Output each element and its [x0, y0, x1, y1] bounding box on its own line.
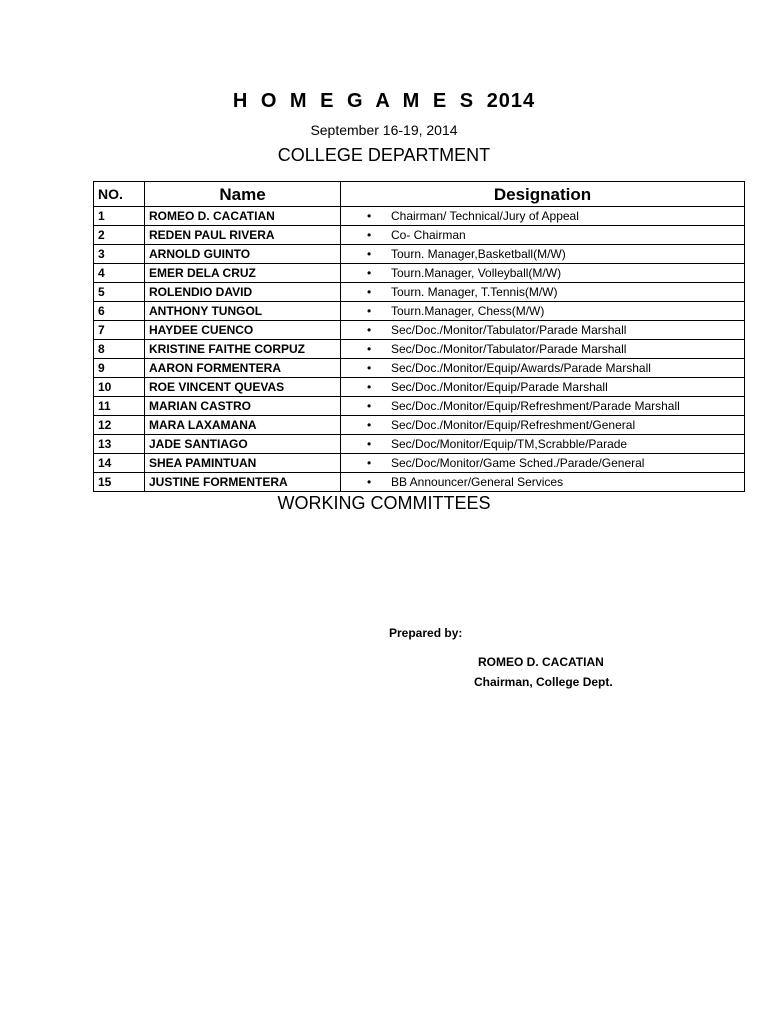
- designation-cell: [341, 378, 745, 397]
- row-number: 15: [94, 473, 145, 492]
- table-row: [94, 226, 745, 245]
- table-row: [94, 264, 745, 283]
- designation-cell: [341, 435, 745, 454]
- designation-text: Sec/Doc/Monitor/Equip/TM,Scrabble/Parade: [391, 436, 628, 451]
- bullet-icon: •: [367, 436, 372, 451]
- table-row: [94, 473, 745, 492]
- bullet-icon: •: [367, 284, 372, 299]
- designation-cell: [341, 340, 745, 359]
- document-title: [0, 90, 768, 113]
- event-dates: September 16-19, 2014: [310, 122, 458, 138]
- designation-cell: [341, 207, 745, 226]
- prepared-by-label: Prepared by:: [389, 626, 463, 640]
- table-row: [94, 435, 745, 454]
- column-header-name: Name: [145, 182, 341, 207]
- bullet-icon: •: [367, 398, 372, 413]
- designation-cell: [341, 264, 745, 283]
- title-text: H O M E G A M E S: [232, 90, 478, 112]
- designation-cell: [341, 226, 745, 245]
- table-row: [94, 378, 745, 397]
- row-number: 13: [94, 435, 145, 454]
- table-row: [94, 207, 745, 226]
- table-row: [94, 302, 745, 321]
- designation-text: Tourn.Manager, Volleyball(M/W): [391, 265, 562, 280]
- member-name: KRISTINE FAITHE CORPUZ: [145, 340, 341, 359]
- designation-cell: [341, 359, 745, 378]
- row-number: 11: [94, 397, 145, 416]
- bullet-icon: •: [367, 341, 372, 356]
- bullet-icon: •: [367, 303, 372, 318]
- table-row: [94, 283, 745, 302]
- bullet-icon: •: [367, 322, 372, 337]
- designation-text: Sec/Doc./Monitor/Tabulator/Parade Marshall: [391, 322, 627, 337]
- designation-text: Chairman/ Technical/Jury of Appeal: [391, 208, 579, 223]
- table-row: [94, 454, 745, 473]
- department-heading: COLLEGE DEPARTMENT: [277, 145, 491, 165]
- row-number: 3: [94, 245, 145, 264]
- bullet-icon: •: [367, 246, 372, 261]
- designation-text: Sec/Doc./Monitor/Equip/Awards/Parade Marshall: [391, 360, 651, 375]
- table-row: [94, 416, 745, 435]
- member-name: ROLENDIO DAVID: [145, 283, 341, 302]
- member-name: ANTHONY TUNGOL: [145, 302, 341, 321]
- member-name: JUSTINE FORMENTERA: [145, 473, 341, 492]
- designation-cell: [341, 416, 745, 435]
- member-name: REDEN PAUL RIVERA: [145, 226, 341, 245]
- designation-text: Sec/Doc./Monitor/Equip/Refreshment/Parade Marshall: [391, 398, 680, 413]
- signatory-title: Chairman, College Dept.: [474, 675, 613, 689]
- title-year: 2014: [486, 90, 536, 112]
- row-number: 6: [94, 302, 145, 321]
- designation-text: Co- Chairman: [391, 227, 466, 242]
- table-row: [94, 397, 745, 416]
- committee-table: [93, 181, 745, 492]
- designation-text: Sec/Doc/Monitor/Game Sched./Parade/General: [391, 455, 645, 470]
- row-number: 1: [94, 207, 145, 226]
- member-name: JADE SANTIAGO: [145, 435, 341, 454]
- row-number: 7: [94, 321, 145, 340]
- table-row: [94, 340, 745, 359]
- column-header-designation: Designation: [341, 182, 745, 207]
- table-body: [94, 207, 745, 492]
- designation-text: Sec/Doc./Monitor/Equip/Parade Marshall: [391, 379, 608, 394]
- bullet-icon: •: [367, 360, 372, 375]
- member-name: ROE VINCENT QUEVAS: [145, 378, 341, 397]
- bullet-icon: •: [367, 474, 372, 489]
- designation-text: BB Announcer/General Services: [391, 474, 564, 489]
- bullet-icon: •: [367, 455, 372, 470]
- row-number: 8: [94, 340, 145, 359]
- row-number: 14: [94, 454, 145, 473]
- column-header-no: NO.: [94, 182, 145, 207]
- designation-text: Tourn. Manager, T.Tennis(M/W): [391, 284, 558, 299]
- designation-text: Sec/Doc./Monitor/Equip/Refreshment/General: [391, 417, 636, 432]
- designation-cell: [341, 454, 745, 473]
- member-name: ARNOLD GUINTO: [145, 245, 341, 264]
- designation-text: Sec/Doc./Monitor/Tabulator/Parade Marshall: [391, 341, 627, 356]
- member-name: ROMEO D. CACATIAN: [145, 207, 341, 226]
- designation-cell: [341, 473, 745, 492]
- member-name: EMER DELA CRUZ: [145, 264, 341, 283]
- table-row: [94, 359, 745, 378]
- table-row: [94, 245, 745, 264]
- signatory-name: ROMEO D. CACATIAN: [478, 655, 604, 669]
- member-name: MARIAN CASTRO: [145, 397, 341, 416]
- designation-cell: [341, 245, 745, 264]
- designation-cell: [341, 302, 745, 321]
- working-committees-heading: WORKING COMMITTEES: [277, 493, 491, 513]
- row-number: 2: [94, 226, 145, 245]
- member-name: SHEA PAMINTUAN: [145, 454, 341, 473]
- member-name: HAYDEE CUENCO: [145, 321, 341, 340]
- designation-cell: [341, 321, 745, 340]
- bullet-icon: •: [367, 227, 372, 242]
- designation-cell: [341, 283, 745, 302]
- table-row: [94, 321, 745, 340]
- member-name: AARON FORMENTERA: [145, 359, 341, 378]
- row-number: 5: [94, 283, 145, 302]
- designation-text: Tourn. Manager,Basketball(M/W): [391, 246, 566, 261]
- bullet-icon: •: [367, 265, 372, 280]
- row-number: 10: [94, 378, 145, 397]
- row-number: 12: [94, 416, 145, 435]
- member-name: MARA LAXAMANA: [145, 416, 341, 435]
- bullet-icon: •: [367, 379, 372, 394]
- designation-cell: [341, 397, 745, 416]
- row-number: 4: [94, 264, 145, 283]
- table-header-row: [94, 182, 745, 207]
- bullet-icon: •: [367, 417, 372, 432]
- designation-text: Tourn.Manager, Chess(M/W): [391, 303, 545, 318]
- row-number: 9: [94, 359, 145, 378]
- bullet-icon: •: [367, 208, 372, 223]
